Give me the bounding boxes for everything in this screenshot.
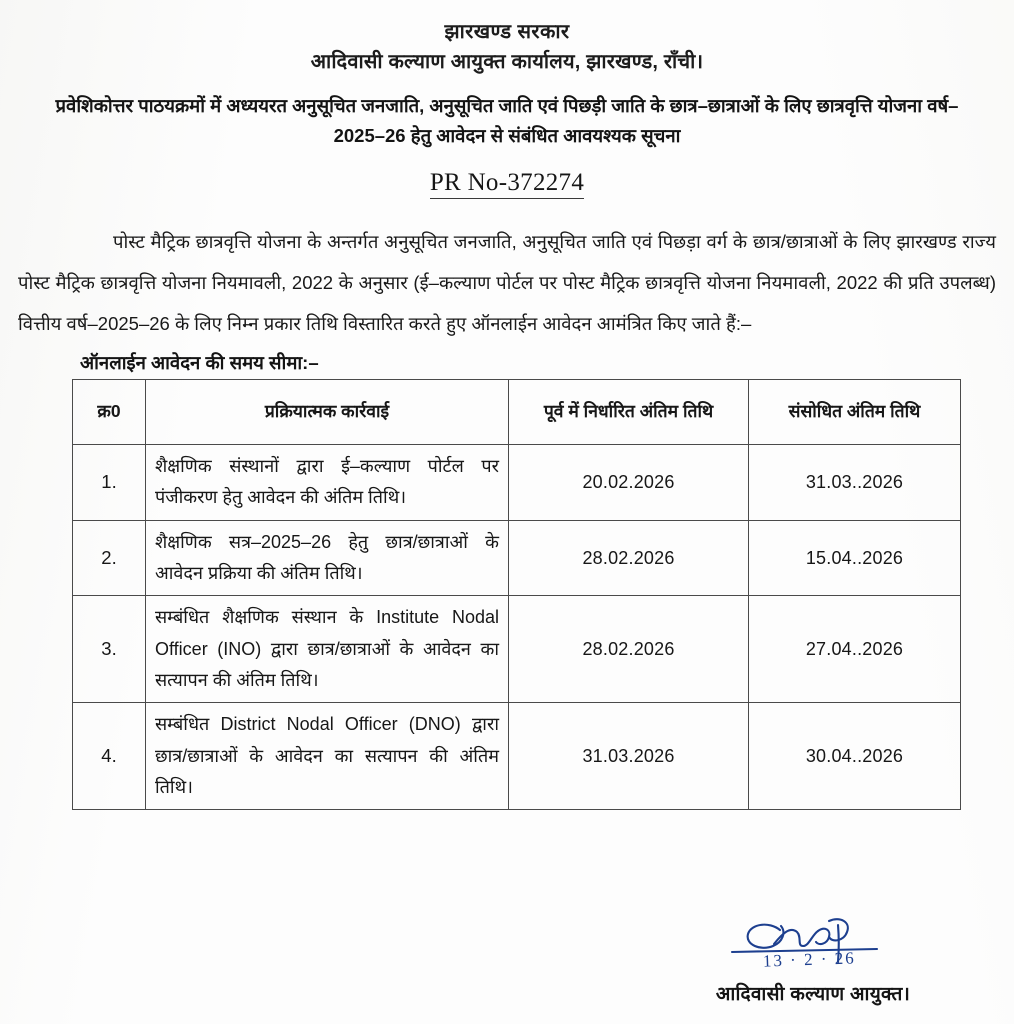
row-activity: शैक्षणिक संस्थानों द्वारा ई–कल्याण पोर्टल पर पंजीकरण हेतु आवेदन की अंतिम तिथि। [146,445,509,521]
row-activity: सम्बंधित District Nodal Officer (DNO) द्वारा छात्र/छात्राओं के आवेदन का सत्यापन की अंतिम तिथि। [146,703,509,810]
row-serial: 3. [73,596,146,703]
signature-date: 13 · 2 · 26 [762,948,856,971]
table-row [73,445,961,521]
row-serial: 2. [73,520,146,596]
signature-block [648,912,978,1006]
column-header-activity: प्रक्रियात्मक कार्रवाई [146,380,509,445]
notice-subject: प्रवेशिकोत्तर पाठयक्रमों में अध्ययरत अनुसूचित जनजाति, अनुसूचित जाति एवं पिछड़ी जाति के छात्र–छात्राओं के लिए छात्रवृत्ति योजना वर्ष–2025–26 हेतु आवेदन से संबंधित आवयश्यक सूचना [55,95,959,146]
pr-number-wrap [0,169,1014,199]
government-name: झारखण्ड सरकार [444,21,570,43]
row-revised-date: 15.04..2026 [749,520,961,596]
table-row [73,596,961,703]
row-revised-date: 27.04..2026 [749,596,961,703]
notice-body-paragraph: पोस्ट मैट्रिक छात्रवृत्ति योजना के अन्तर्गत अनुसूचित जनजाति, अनुसूचित जाति एवं पिछड़ा वर्ग के छात्र/छात्राओं के लिए झारखण्ड राज्य पोस्ट मैट्रिक छात्रवृत्ति योजना नियमावली, 2022 के अनुसार (ई–कल्याण पोर्टल पर पोस्ट मैट्रिक छात्रवृत्ति योजना नियमावली, 2022 की प्रति उपलब्ध) वित्तीय वर्ष–2025–26 के लिए निम्न प्रकार तिथि विस्तारित करते हुए ऑनलाईन आवेदन आमंत्रित किए जाते हैं:– [18,230,996,335]
schedule-table-caption: ऑनलाईन आवेदन की समय सीमा:– [80,352,319,374]
row-previous-date: 20.02.2026 [509,445,749,521]
document-header [0,0,1014,77]
row-revised-date: 30.04..2026 [749,703,961,810]
column-header-revised-date: संसोधित अंतिम तिथि [749,380,961,445]
table-header-row [73,380,961,445]
row-revised-date: 31.03..2026 [749,445,961,521]
row-previous-date: 28.02.2026 [509,520,749,596]
row-previous-date: 28.02.2026 [509,596,749,703]
table-row [73,520,961,596]
column-header-previous-date: पूर्व में निर्धारित अंतिम तिथि [509,380,749,445]
schedule-table [72,379,961,810]
table-row [73,703,961,810]
row-activity: शैक्षणिक सत्र–2025–26 हेतु छात्र/छात्राओं के आवेदन प्रक्रिया की अंतिम तिथि। [146,520,509,596]
row-previous-date: 31.03.2026 [509,703,749,810]
column-header-serial: क्र0 [73,380,146,445]
office-name: आदिवासी कल्याण आयुक्त कार्यालय, झारखण्ड, राँची। [310,51,704,73]
row-serial: 4. [73,703,146,810]
handwritten-signature [648,912,978,980]
signatory-designation: आदिवासी कल्याण आयुक्त। [715,984,911,1005]
row-activity: सम्बंधित शैक्षणिक संस्थान के Institute Nodal Officer (INO) द्वारा छात्र/छात्राओं के आवेदन का सत्यापन की अंतिम तिथि। [146,596,509,703]
pr-number: PR No-372274 [430,169,584,199]
row-serial: 1. [73,445,146,521]
